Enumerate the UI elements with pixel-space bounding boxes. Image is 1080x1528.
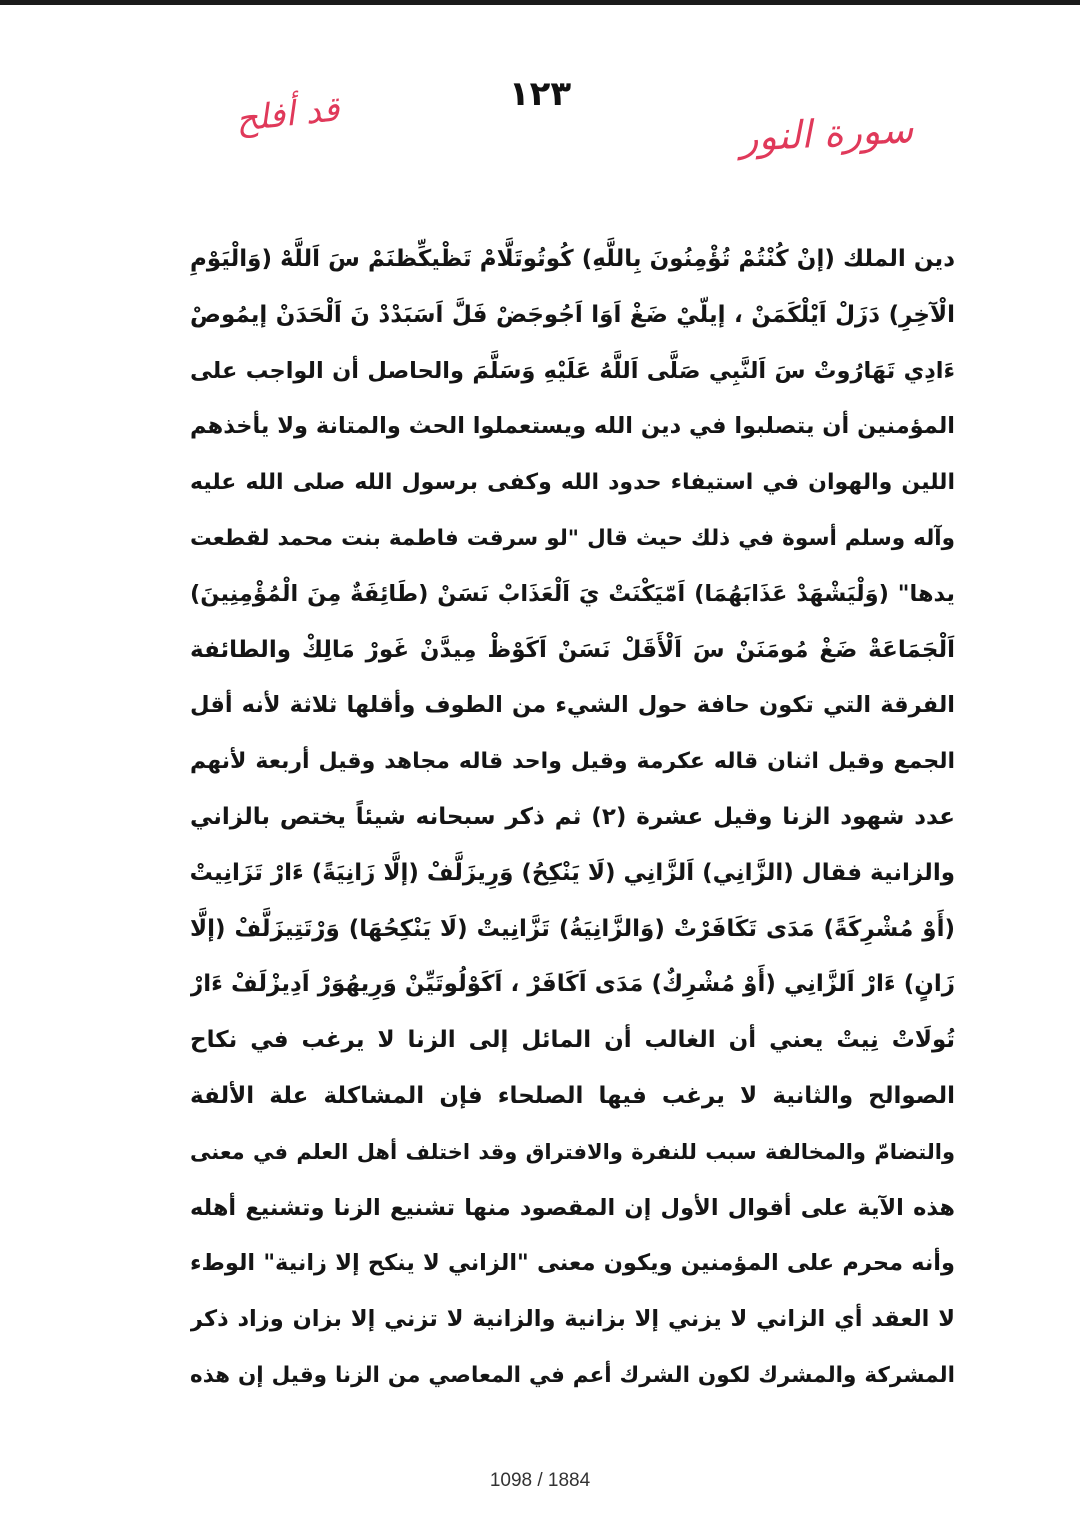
text-line: (أَوْ مُشْرِكَةً) مَدَى تَكَافَرْتْ (وَالزَّانِيَةُ) تَزَّانِيتْ (لَا يَنْكِحُهَا) وَرْتَتِيزَلَّفْ (إلَّا — [190, 915, 955, 942]
page-number: ١٢٣ — [508, 74, 572, 114]
text-line: ءَادِي تَهَارُوتْ سَ اَلنَّبِي صَلَّى اَللَّهُ عَلَيْهِ وَسَلَّمَ والحاصل أن الواجب على — [190, 357, 955, 384]
text-line: يدها" (وَلْيَشْهَدْ عَذَابَهُمَا) اَمّيَكْنَتْ يَ اَلْعَذَابْ نَسَنْ (طَائِفَةٌ مِنَ الْمُؤْمِنِينَ) — [190, 580, 955, 607]
text-line: الجمع وقيل اثنان قاله عكرمة وقيل واحد قاله مجاهد وقيل أربعة لأنهم — [190, 749, 955, 775]
handwritten-note-left: قد أفلح — [233, 89, 342, 140]
body-text — [190, 232, 955, 1404]
text-line: الْآخِرِ) دَزَلْ اَيْلْكَمَنْ ، إيلّيْ ضَغْ اَوَا اَجُوجَضْ فَلَّ اَسَبَدْدْ نَ اَلْحَدَنْ إيمُوصْ — [190, 301, 955, 328]
text-line: هذه الآية على أقوال الأول إن المقصود منها تشنيع الزنا وتشنيع أهله — [190, 1194, 955, 1221]
text-line: الفرقة التي تكون حافة حول الشيء من الطوف وأقلها ثلاثة لأنه أقل — [190, 692, 955, 719]
page-indicator: 1098 / 1884 — [489, 1470, 591, 1491]
text-line: دين الملك (إنْ كُنْتُمْ تُؤْمِنُونَ بِاللَّهِ) كُوتُوتَلَّامْ تَظْيكِّظنَمْ سَ اَللَّهْ (وَالْيَوْمِ — [190, 246, 955, 272]
text-line: وأنه محرم على المؤمنين ويكون معنى "الزاني لا ينكح إلا زانية" الوطء — [190, 1250, 955, 1277]
text-line: تُولَاتْ نِيتْ يعني أن الغالب أن المائل إلى الزنا لا يرغب في نكاح — [190, 1027, 955, 1054]
text-line: لا العقد أي الزاني لا يزني إلا بزانية والزانية لا تزني إلا بزان وزاد ذكر — [190, 1306, 955, 1333]
text-line: المشركة والمشرك لكون الشرك أعم في المعاصي من الزنا وقيل إن هذه — [190, 1362, 955, 1388]
text-line: اَلْجَمَاعَةْ ضَغْ مُومَنَنْ سَ اَلْأَقَلْ نَسَنْ اَكَوْظْ مِيدَّنْ غَورْ مَالِكْ والطائفة — [190, 636, 955, 663]
handwritten-note-right: سورة النور — [738, 106, 915, 160]
text-line: الصوالح والثانية لا يرغب فيها الصلحاء فإن المشاكلة علة الألفة — [190, 1082, 955, 1109]
scan-edge — [0, 0, 1080, 5]
text-line: عدد شهود الزنا وقيل عشرة (٢) ثم ذكر سبحانه شيئاً يختص بالزاني — [190, 803, 955, 830]
text-line: والتضامّ والمخالفة سبب للنفرة والافتراق وقد اختلف أهل العلم في معنى — [190, 1139, 955, 1164]
text-line: والزانية فقال (الزَّانِي) اَلزَّانِي (لَا يَنْكِحُ) وَرِيزَلَّفْ (إلَّا زَانِيَةً) ءَارْ تَزَانِيتْ — [190, 859, 955, 886]
text-line: زَانٍ) ءَارْ اَلزَّانِي (أَوْ مُشْرِكٌ) مَدَى اَكَافَرْ ، اَكَوْلُوتَيِّنْ وَرِيهُوَرْ اَدِيزْلَفْ ءَارْ — [190, 971, 955, 998]
text-line: اللين والهوان في استيفاء حدود الله وكفى برسول الله صلى الله عليه — [190, 470, 955, 496]
text-line: المؤمنين أن يتصلبوا في دين الله ويستعملوا الحث والمتانة ولا يأخذهم — [190, 413, 955, 440]
text-line: وآله وسلم أسوة في ذلك حيث قال "لو سرقت فاطمة بنت محمد لقطعت — [190, 525, 955, 551]
